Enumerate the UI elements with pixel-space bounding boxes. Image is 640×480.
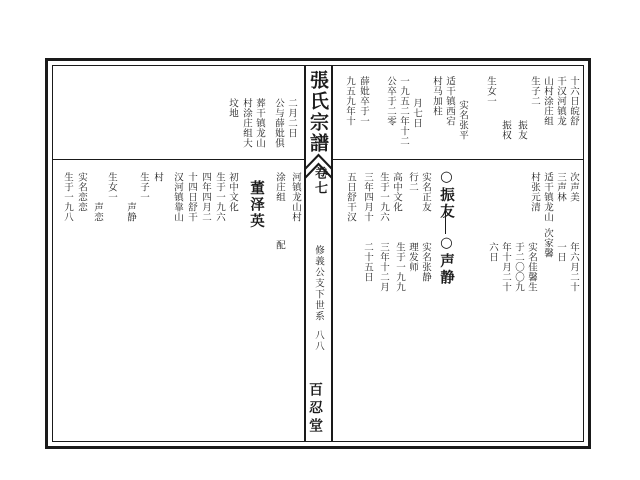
text-column: 实名恋恋 xyxy=(76,172,87,212)
member-name-label: 振友 xyxy=(438,187,455,220)
text-column: 次声美 xyxy=(568,172,579,202)
text-column: 实名正友 xyxy=(420,172,431,212)
circle-marker-icon: ○ xyxy=(438,168,455,187)
text-column: 山村涂庄组 xyxy=(542,76,553,126)
circle-marker-icon: ○ xyxy=(438,234,455,253)
divider-right xyxy=(333,159,584,160)
text-column: 村 xyxy=(152,172,163,182)
text-column: 生子一 xyxy=(138,172,149,202)
text-column: 实名张平 xyxy=(457,100,468,140)
text-column: 村张元清 xyxy=(529,172,540,212)
text-column: 振友 xyxy=(516,120,527,140)
text-column: 葬干镇龙山 xyxy=(254,98,265,148)
genealogy-title: 張氏宗譜 xyxy=(307,70,329,154)
text-column: 声静 xyxy=(125,202,136,222)
text-column: 三年四月十 xyxy=(362,172,373,222)
member-name-dongzeying: 董泽英 xyxy=(248,180,265,230)
text-column: 十六日皖舒 xyxy=(568,76,579,126)
page-number: 八八 xyxy=(313,330,324,352)
text-column: 涂庄组 xyxy=(274,172,285,202)
text-column: 年十月二十 xyxy=(500,242,511,292)
text-column: 九五九年十 xyxy=(344,76,355,126)
text-column: 生子二 xyxy=(529,76,540,106)
member-name-shengjing xyxy=(438,234,454,286)
text-column: 村马加柱 xyxy=(431,76,442,116)
divider-left xyxy=(52,159,304,160)
hall-name: 百忍堂 xyxy=(307,382,323,436)
text-column: 三声林 xyxy=(555,172,566,202)
member-name-zhenyou xyxy=(438,168,454,220)
text-column: 声恋 xyxy=(92,202,103,222)
text-column: 年六月二十 xyxy=(568,242,579,292)
text-column: 振权 xyxy=(500,120,511,140)
text-column: 六日 xyxy=(487,242,498,262)
text-column: 二十五日 xyxy=(362,242,373,282)
text-column: 三年十二月 xyxy=(378,242,389,292)
text-column: 配 xyxy=(274,240,285,250)
text-column: 实名佳馨生 xyxy=(526,242,537,292)
text-column: 五日舒干汉 xyxy=(345,172,356,222)
text-column: 坟地 xyxy=(227,98,238,118)
text-column: 十四日舒干 xyxy=(186,172,197,222)
lineage-connector xyxy=(445,210,446,234)
text-column: 生于一九八 xyxy=(62,172,73,222)
text-column: 适干镇西宕 xyxy=(444,76,455,126)
text-column: 公卒于二零 xyxy=(385,76,396,126)
text-column: 行二 xyxy=(407,172,418,192)
text-column: 干汉河镇龙 xyxy=(555,76,566,126)
text-column: 生于一九六 xyxy=(378,172,389,222)
text-column: 一九五二年十二 xyxy=(398,76,409,146)
text-column: 次家馨 xyxy=(542,228,553,258)
text-column: 高中文化 xyxy=(391,172,402,212)
text-column: 村涂庄组大 xyxy=(241,98,252,148)
member-name-label: 声静 xyxy=(438,253,455,286)
text-column: 生于一九九 xyxy=(394,242,405,292)
text-column: 薛妣卒于一 xyxy=(358,76,369,126)
text-column: 于二〇〇九 xyxy=(513,242,524,292)
text-column: 实名张静 xyxy=(420,242,431,282)
text-column: 初中文化 xyxy=(227,172,238,212)
text-column: 公与薛妣俱 xyxy=(273,98,284,148)
volume-label: 卷七 xyxy=(312,166,327,196)
text-column: 二月二日 xyxy=(286,98,297,138)
text-column: 一日 xyxy=(555,242,566,262)
text-column: 四年四月二 xyxy=(200,172,211,222)
text-column: 汉河镇靠山 xyxy=(172,172,183,222)
text-column: 月七日 xyxy=(411,98,422,128)
text-column: 适干镇龙山 xyxy=(542,172,553,222)
text-column: 生女一 xyxy=(106,172,117,202)
text-column: 生于一九六 xyxy=(214,172,225,222)
lineage-label: 修義公支下世系 xyxy=(313,245,324,322)
text-column: 生女一 xyxy=(485,76,496,106)
text-column: 河镇龙山村 xyxy=(290,172,301,222)
text-column: 理发师 xyxy=(407,242,418,272)
